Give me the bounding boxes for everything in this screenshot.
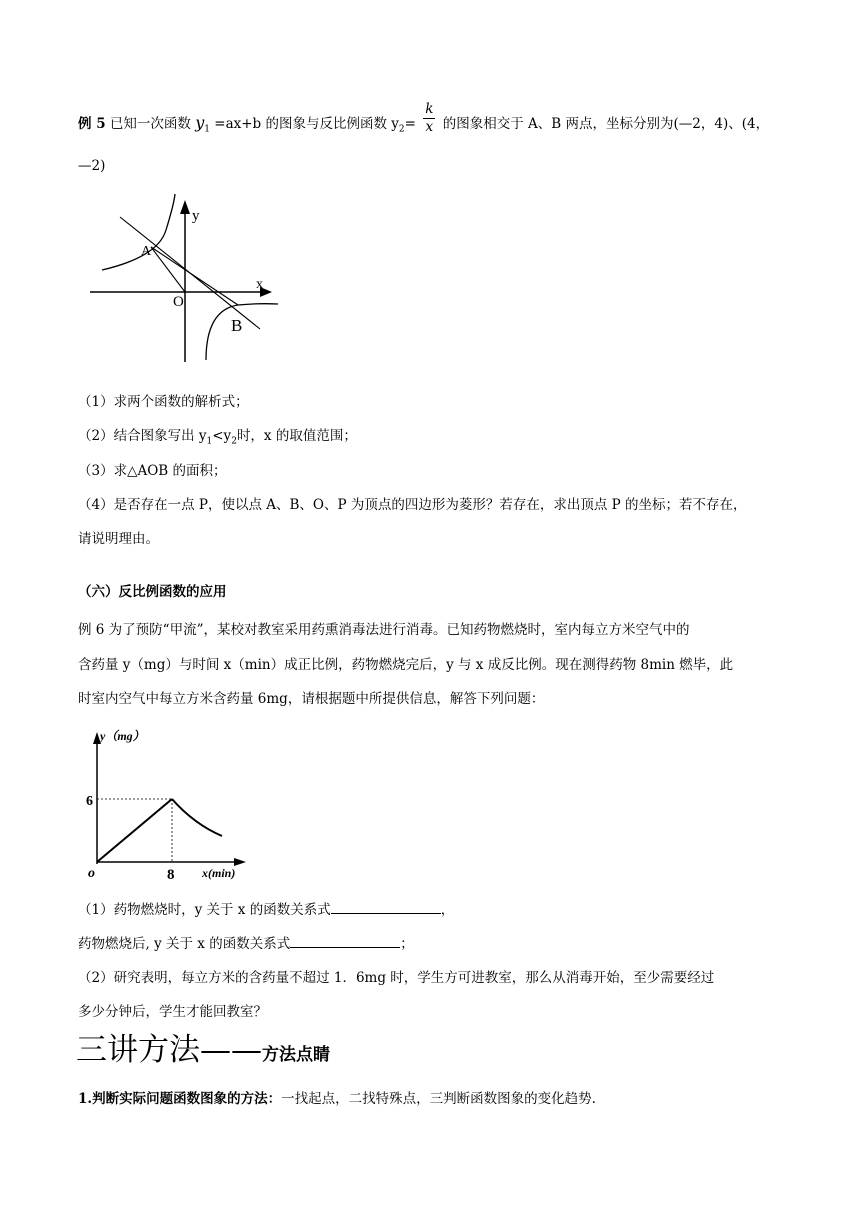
linear-rise-segment bbox=[97, 799, 172, 862]
example6-question-2-line2: 多少分钟后，学生才能回教室？ bbox=[78, 1004, 267, 1020]
q2-text-1: （2）结合图象写出 y bbox=[78, 428, 207, 444]
example5-question-4-line1: （4）是否存在一点 P，使以点 A、B、O、P 为顶点的四边形为菱形？若存在，求出顶点 P 的坐标；若不存在， bbox=[78, 497, 747, 513]
example5-line2: —2) bbox=[78, 158, 106, 174]
graph1-label-b: B bbox=[231, 316, 243, 335]
section3-heading bbox=[76, 1030, 330, 1075]
method1-line bbox=[78, 1089, 596, 1109]
q2-subscript-2: 2 bbox=[231, 436, 237, 447]
example5-question-3: （3）求△AOB 的面积； bbox=[78, 463, 227, 479]
y2-symbol: y bbox=[391, 116, 399, 132]
graph1-label-x: x bbox=[256, 277, 263, 292]
fraction-denominator: x bbox=[425, 119, 434, 135]
graph2-label-six: 6 bbox=[86, 794, 93, 809]
example5-text-2: =ax+b 的图象与反比例函数 bbox=[214, 116, 387, 132]
graph2-label-x: x(min) bbox=[202, 866, 236, 880]
graph2-label-eight: 8 bbox=[167, 867, 175, 883]
example6-q1-end: ， bbox=[440, 902, 455, 918]
graph2-label-y: y（mg） bbox=[100, 729, 145, 743]
answer-blank-2[interactable] bbox=[290, 935, 400, 948]
section3-title-small: 方法点睛 bbox=[262, 1045, 330, 1065]
graph2-label-origin: o bbox=[88, 866, 95, 881]
q2-text-2: <y bbox=[212, 428, 232, 444]
example5-question-2 bbox=[78, 426, 357, 452]
y1-subscript: 1 bbox=[204, 124, 210, 135]
example6-line1: 例 6 为了预防“甲流”，某校对教室采用药熏消毒法进行消毒。已知药物燃烧时，室内每立方米空气中的 bbox=[78, 622, 690, 638]
segment-ab bbox=[151, 247, 238, 305]
method1-text: 一找起点，二找特殊点，三判断函数图象的变化趋势. bbox=[281, 1091, 596, 1107]
inverse-linear-graph bbox=[88, 192, 288, 364]
medicine-content-graph bbox=[84, 724, 254, 884]
y2-subscript: 2 bbox=[398, 124, 405, 135]
answer-blank-1[interactable] bbox=[331, 901, 441, 914]
example6-question-2-line1: （2）研究表明，每立方米的含药量不超过 1．6mg 时，学生方可进教室，那么从消毒开始，至少需要经过 bbox=[78, 970, 715, 986]
example5-line1 bbox=[78, 101, 770, 140]
segment-oa bbox=[151, 247, 185, 292]
graph1-label-a: A bbox=[141, 244, 152, 259]
k-over-x-fraction bbox=[423, 101, 435, 136]
q2-subscript-1: 1 bbox=[206, 436, 213, 447]
example5-question-1: （1）求两个函数的解析式； bbox=[78, 394, 249, 410]
example6-q1-text: （1）药物燃烧时，y 关于 x 的函数关系式 bbox=[78, 902, 331, 918]
example5-text-1: 已知一次函数 bbox=[109, 116, 191, 132]
example6-question-1b bbox=[78, 934, 414, 954]
section6-title: （六）反比例函数的应用 bbox=[78, 584, 227, 600]
method1-label: 1.判断实际问题函数图象的方法： bbox=[78, 1091, 282, 1107]
q2-text-3: 时，x 的取值范围； bbox=[236, 428, 357, 444]
example6-q1b-end: ； bbox=[400, 936, 414, 952]
fraction-numerator: k bbox=[425, 101, 434, 117]
y-axis-arrow bbox=[180, 200, 190, 214]
equals-sign: = bbox=[404, 116, 416, 132]
graph2-x-axis-arrow bbox=[234, 858, 246, 866]
graph1-label-y: y bbox=[192, 208, 200, 224]
inverse-decay-curve bbox=[172, 799, 222, 836]
example6-line3: 时室内空气中每立方米含药量 6mg，请根据题中所提供信息，解答下列问题： bbox=[78, 691, 545, 707]
y1-symbol: y bbox=[195, 113, 205, 132]
example5-label: 例 5 bbox=[78, 116, 106, 132]
example6-line2: 含药量 y（mg）与时间 x（min）成正比例，药物燃烧完后，y 与 x 成反比例。现在测得药物 8min 燃毕，此 bbox=[78, 657, 734, 673]
example6-question-1 bbox=[78, 900, 454, 920]
graph1-label-o: O bbox=[173, 294, 184, 310]
example5-text-3: 的图象相交于 A、B 两点，坐标分别为(—2，4)、(4， bbox=[442, 116, 770, 132]
section3-title-main: 三讲方法—— bbox=[76, 1032, 262, 1068]
example5-question-4-line2: 请说明理由。 bbox=[78, 531, 159, 547]
example6-q1b-text: 药物燃烧后, y 关于 x 的函数关系式 bbox=[78, 936, 291, 952]
